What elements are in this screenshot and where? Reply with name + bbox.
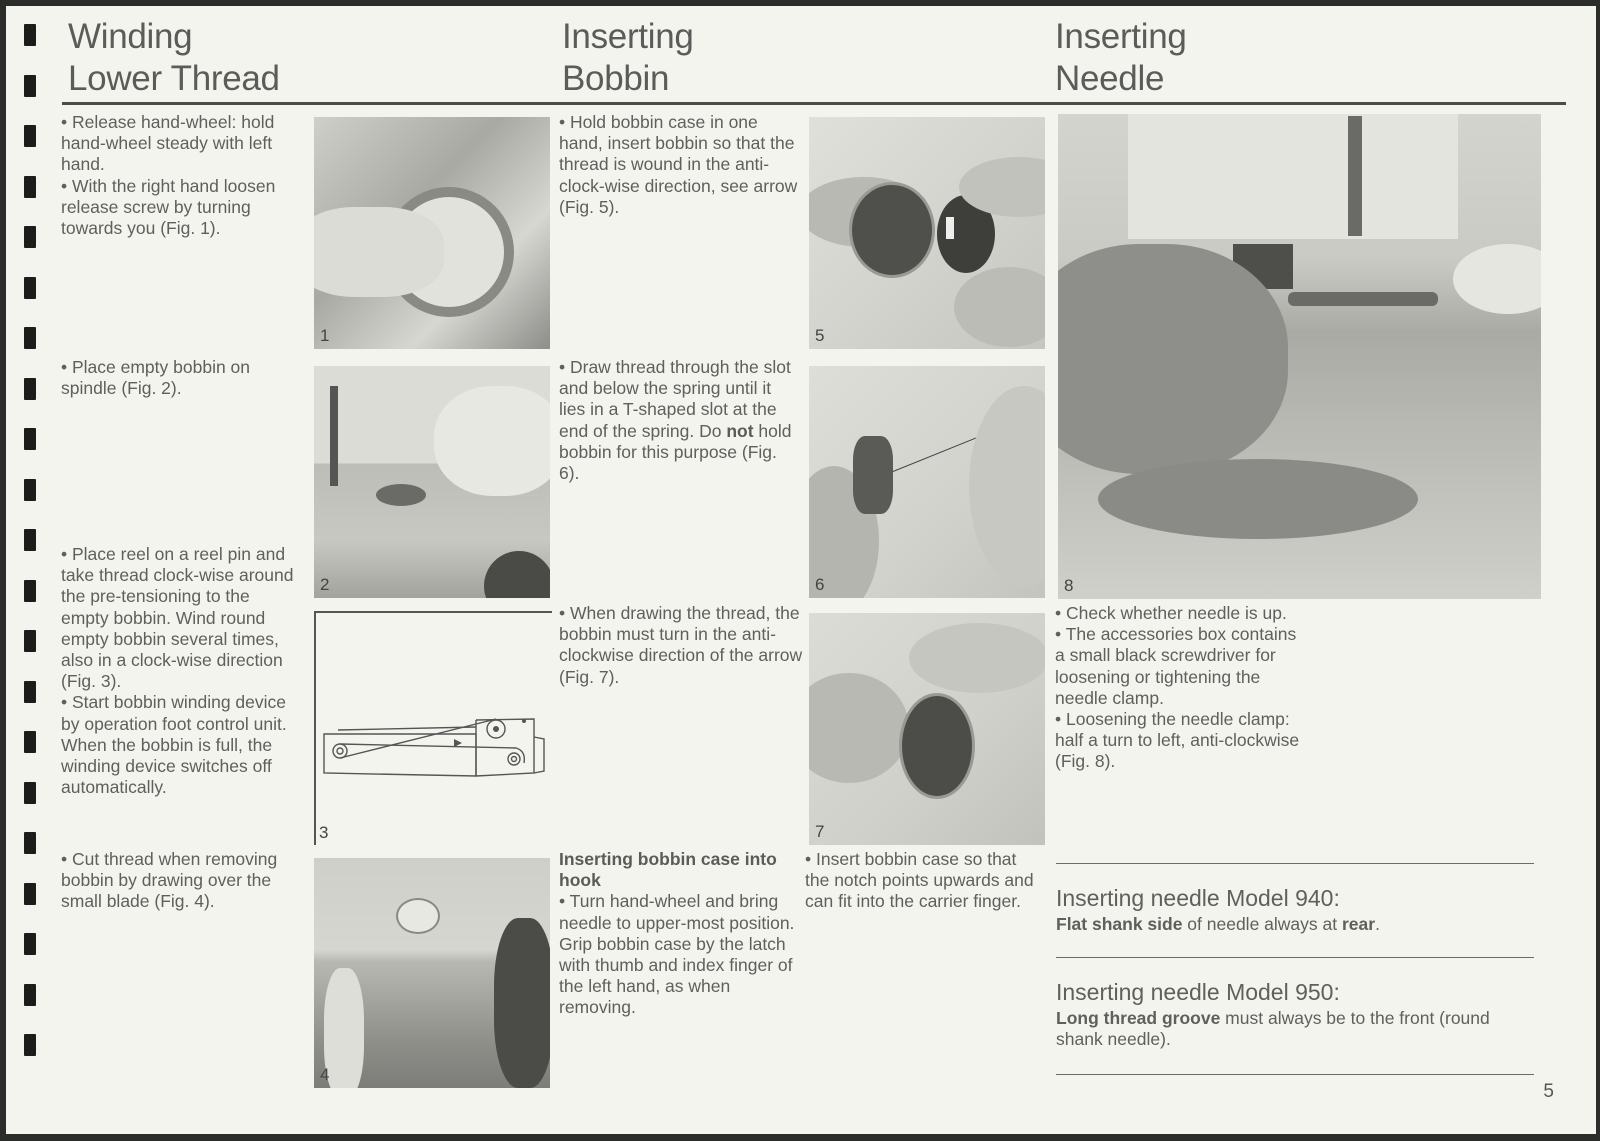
subheading xyxy=(559,849,799,891)
subheading-text: Inserting bobbin case into hook xyxy=(559,849,777,891)
binding-hole xyxy=(24,832,36,854)
paragraph: • Cut thread when removing bobbin by drawing over the small blade (Fig. 4). xyxy=(61,849,278,912)
figure-number: 6 xyxy=(815,575,825,594)
binding-hole xyxy=(24,984,36,1006)
paragraph: • Place reel on a reel pin and take thread clock-wise around the pre-tensioning to the empty bobbin. Wind round empty bobbin several times, also in a clock-wise direction (Fig. 3). xyxy=(61,544,294,692)
binding-hole xyxy=(24,125,36,147)
binding-hole xyxy=(24,479,36,501)
binding-hole xyxy=(24,226,36,248)
text-run: of needle always at xyxy=(1182,914,1342,934)
paragraph xyxy=(559,357,799,484)
paragraph: • With the right hand loosen release screw by turning towards you (Fig. 1). xyxy=(61,175,276,239)
winding-step-1 xyxy=(61,112,301,239)
figure-number: 5 xyxy=(815,326,825,345)
emphasis: Flat shank side xyxy=(1056,914,1183,934)
binding-hole xyxy=(24,630,36,652)
figure-6-photo xyxy=(809,366,1045,598)
text-run: • Draw thread through the slot and below the spring until it lies in a T-shaped slot at the end of the spring. Do xyxy=(559,357,791,441)
emphasis: rear xyxy=(1341,914,1376,934)
figure-8-photo xyxy=(1058,114,1541,599)
paragraph: • Check whether needle is up. xyxy=(1055,603,1287,623)
binding-hole xyxy=(24,933,36,955)
bobbin-step-3 xyxy=(559,603,804,688)
heading-line: Winding xyxy=(68,17,193,56)
figure-4-photo xyxy=(314,858,550,1088)
paragraph: • Place empty bobbin on spindle (Fig. 2). xyxy=(61,357,251,399)
thread-path-drawing xyxy=(316,613,552,845)
heading-winding-lower-thread xyxy=(68,16,280,100)
text-run: hold bobbin for this purpose (Fig. 6). xyxy=(559,420,792,484)
binding-hole xyxy=(24,782,36,804)
figure-number: 4 xyxy=(320,1065,330,1084)
model-940-title: Inserting needle Model 940: xyxy=(1056,885,1340,911)
binding-hole xyxy=(24,327,36,349)
binding-hole xyxy=(24,75,36,97)
paragraph: • Hold bobbin case in one hand, insert bobbin so that the thread is wound in the anti-clock-wise direction, see arrow (Fig. 5). xyxy=(559,112,798,217)
binding-hole xyxy=(24,428,36,450)
figure-number: 1 xyxy=(320,326,330,345)
heading-inserting-needle xyxy=(1055,16,1187,100)
heading-inserting-bobbin xyxy=(562,16,694,100)
paragraph: • Start bobbin winding device by operation foot control unit. When the bobbin is full, the winding device switches off automatically. xyxy=(61,692,287,798)
figure-number: 7 xyxy=(815,822,825,841)
figure-2-photo xyxy=(314,366,550,598)
binding-hole xyxy=(24,24,36,46)
paragraph: • Loosening the needle clamp: half a turn to left, anti-clockwise (Fig. 8). xyxy=(1055,709,1300,772)
page-number: 5 xyxy=(1543,1081,1554,1102)
binding-hole xyxy=(24,681,36,703)
text-run: must always be to the front (round shank needle). xyxy=(1056,1008,1490,1049)
figure-5-photo xyxy=(809,117,1045,349)
bobbin-step-1 xyxy=(559,112,799,218)
binding-hole xyxy=(24,731,36,753)
heading-line: Lower Thread xyxy=(68,59,280,98)
paragraph: • Release hand-wheel: hold hand-wheel steady with left hand. xyxy=(61,112,275,175)
divider xyxy=(1056,863,1534,864)
heading-line: Inserting xyxy=(1055,17,1187,56)
figure-3-drawing xyxy=(314,611,552,845)
heading-line: Inserting xyxy=(562,17,694,56)
model-950-instruction xyxy=(1056,1008,1536,1050)
needle-steps xyxy=(1055,603,1305,773)
figure-number: 3 xyxy=(319,823,329,842)
winding-step-3 xyxy=(61,544,301,798)
binding-hole xyxy=(24,580,36,602)
text-run: . xyxy=(1375,914,1380,934)
header-rule xyxy=(62,102,1566,105)
emphasis: Long thread groove xyxy=(1056,1008,1221,1028)
paragraph: • The accessories box contains a small black screwdriver for loosening or tightening the needle clamp. xyxy=(1055,624,1297,708)
paragraph: • When drawing the thread, the bobbin must turn in the anti-clockwise direction of the arrow (Fig. 7). xyxy=(559,603,803,687)
figure-7-photo xyxy=(809,613,1045,845)
binding-hole xyxy=(24,883,36,905)
bobbin-step-5 xyxy=(805,849,1045,913)
divider xyxy=(1056,957,1534,958)
binding-hole xyxy=(24,529,36,551)
paragraph: • Turn hand-wheel and bring needle to upper-most position. Grip bobbin case by the latch with thumb and index finger of the left hand, as when removing. xyxy=(559,891,795,1018)
model-940-instruction xyxy=(1056,914,1536,935)
figure-number: 8 xyxy=(1064,576,1074,595)
binding-holes xyxy=(16,24,40,1124)
heading-line: Needle xyxy=(1055,59,1165,98)
figure-1-photo xyxy=(314,117,550,349)
figure-number: 2 xyxy=(320,575,330,594)
paragraph: • Insert bobbin case so that the notch points upwards and can fit into the carrier finger. xyxy=(805,849,1034,912)
bobbin-step-2 xyxy=(559,357,799,484)
heading-line: Bobbin xyxy=(562,59,670,98)
binding-hole xyxy=(24,277,36,299)
winding-step-4 xyxy=(61,849,301,913)
bobbin-case-section xyxy=(559,849,799,1019)
binding-hole xyxy=(24,1034,36,1056)
manual-page xyxy=(6,6,1596,1134)
winding-step-2 xyxy=(61,357,301,399)
model-950-title: Inserting needle Model 950: xyxy=(1056,979,1340,1005)
binding-hole xyxy=(24,176,36,198)
divider xyxy=(1056,1074,1534,1075)
emphasis: not xyxy=(726,420,754,441)
binding-hole xyxy=(24,378,36,400)
